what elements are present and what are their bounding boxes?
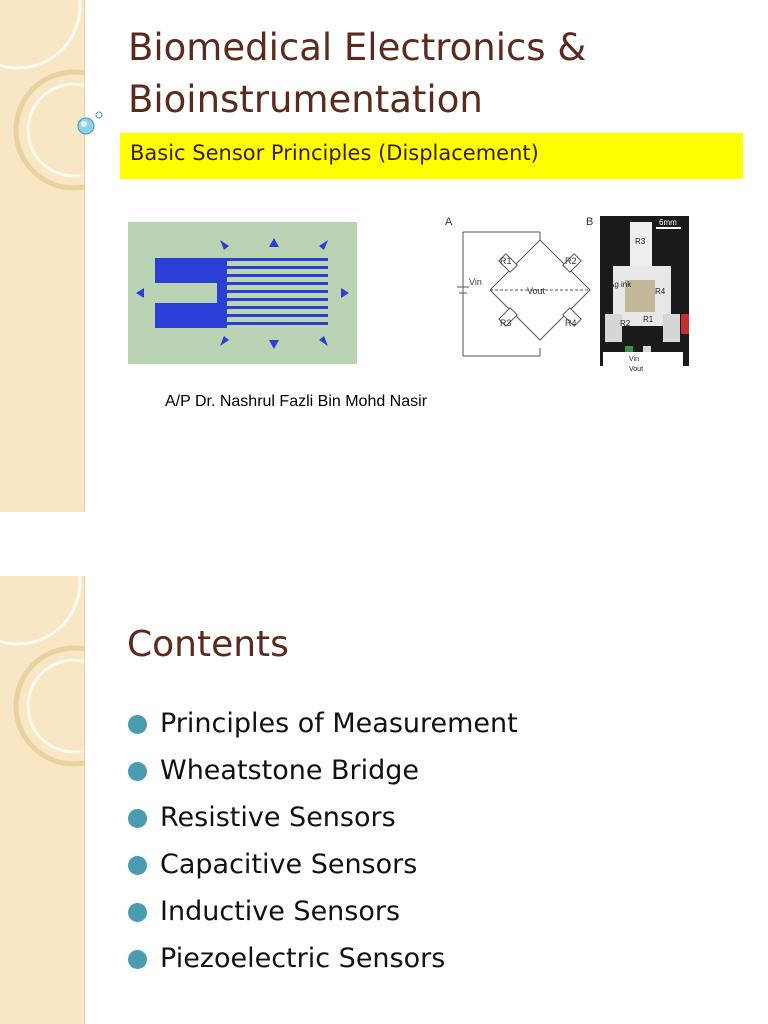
bullet-icon xyxy=(128,762,147,781)
circles-decoration-icon xyxy=(0,576,84,1024)
photo-label-vin: Vin xyxy=(629,356,639,363)
bubble-decoration-icon xyxy=(74,110,104,140)
title-line-1: Biomedical Electronics & xyxy=(128,26,587,69)
photo-label-r3: R3 xyxy=(635,237,646,246)
label-ag-ink: Ag ink xyxy=(609,280,632,289)
bullet-icon xyxy=(128,856,147,875)
subtitle-text: Basic Sensor Principles (Displacement) xyxy=(130,141,539,165)
bullet-icon xyxy=(128,950,147,969)
label-scale: 6mm xyxy=(659,218,677,227)
subtitle-highlight xyxy=(120,133,743,179)
title-line-2: Bioinstrumentation xyxy=(128,78,483,121)
label-vout: Vout xyxy=(527,286,546,296)
list-item xyxy=(128,747,518,794)
list-item xyxy=(128,700,518,747)
list-item xyxy=(128,794,518,841)
list-item-text: Principles of Measurement xyxy=(160,708,518,739)
slide-title-text xyxy=(128,22,586,126)
slide-contents xyxy=(0,576,768,1024)
sensor-photo xyxy=(600,216,689,373)
bullet-icon xyxy=(128,903,147,922)
list-item xyxy=(128,935,518,982)
label-r2: R2 xyxy=(565,256,577,266)
list-item-text: Piezoelectric Sensors xyxy=(160,943,446,974)
contents-list xyxy=(128,700,518,982)
list-item-text: Capacitive Sensors xyxy=(160,849,418,880)
photo-label-vout: Vout xyxy=(629,366,644,373)
label-r4: R4 xyxy=(565,318,577,328)
slide-gap xyxy=(0,512,768,576)
label-r3: R3 xyxy=(500,318,512,328)
label-vin: Vin xyxy=(469,277,482,287)
decorative-sidebar xyxy=(0,576,85,1024)
strain-gauge-figure xyxy=(128,222,357,364)
list-item xyxy=(128,888,518,935)
decorative-sidebar xyxy=(0,0,85,512)
photo-label-r2: R2 xyxy=(620,319,631,328)
author-name: A/P Dr. Nashrul Fazli Bin Mohd Nasir xyxy=(165,393,428,410)
photo-label-r4: R4 xyxy=(655,287,666,296)
label-r1: R1 xyxy=(500,256,512,266)
bullet-icon xyxy=(128,715,147,734)
wheatstone-bridge-figure xyxy=(445,214,690,376)
circles-decoration-icon xyxy=(0,0,84,512)
list-item-text: Inductive Sensors xyxy=(160,896,401,927)
list-item-text: Resistive Sensors xyxy=(160,802,396,833)
bullet-icon xyxy=(128,809,147,828)
label-panel-b: B xyxy=(586,216,594,228)
contents-title: Contents xyxy=(127,624,289,665)
list-item-text: Wheatstone Bridge xyxy=(160,755,420,786)
label-panel-a: A xyxy=(445,216,453,228)
photo-label-r1: R1 xyxy=(643,315,654,324)
list-item xyxy=(128,841,518,888)
